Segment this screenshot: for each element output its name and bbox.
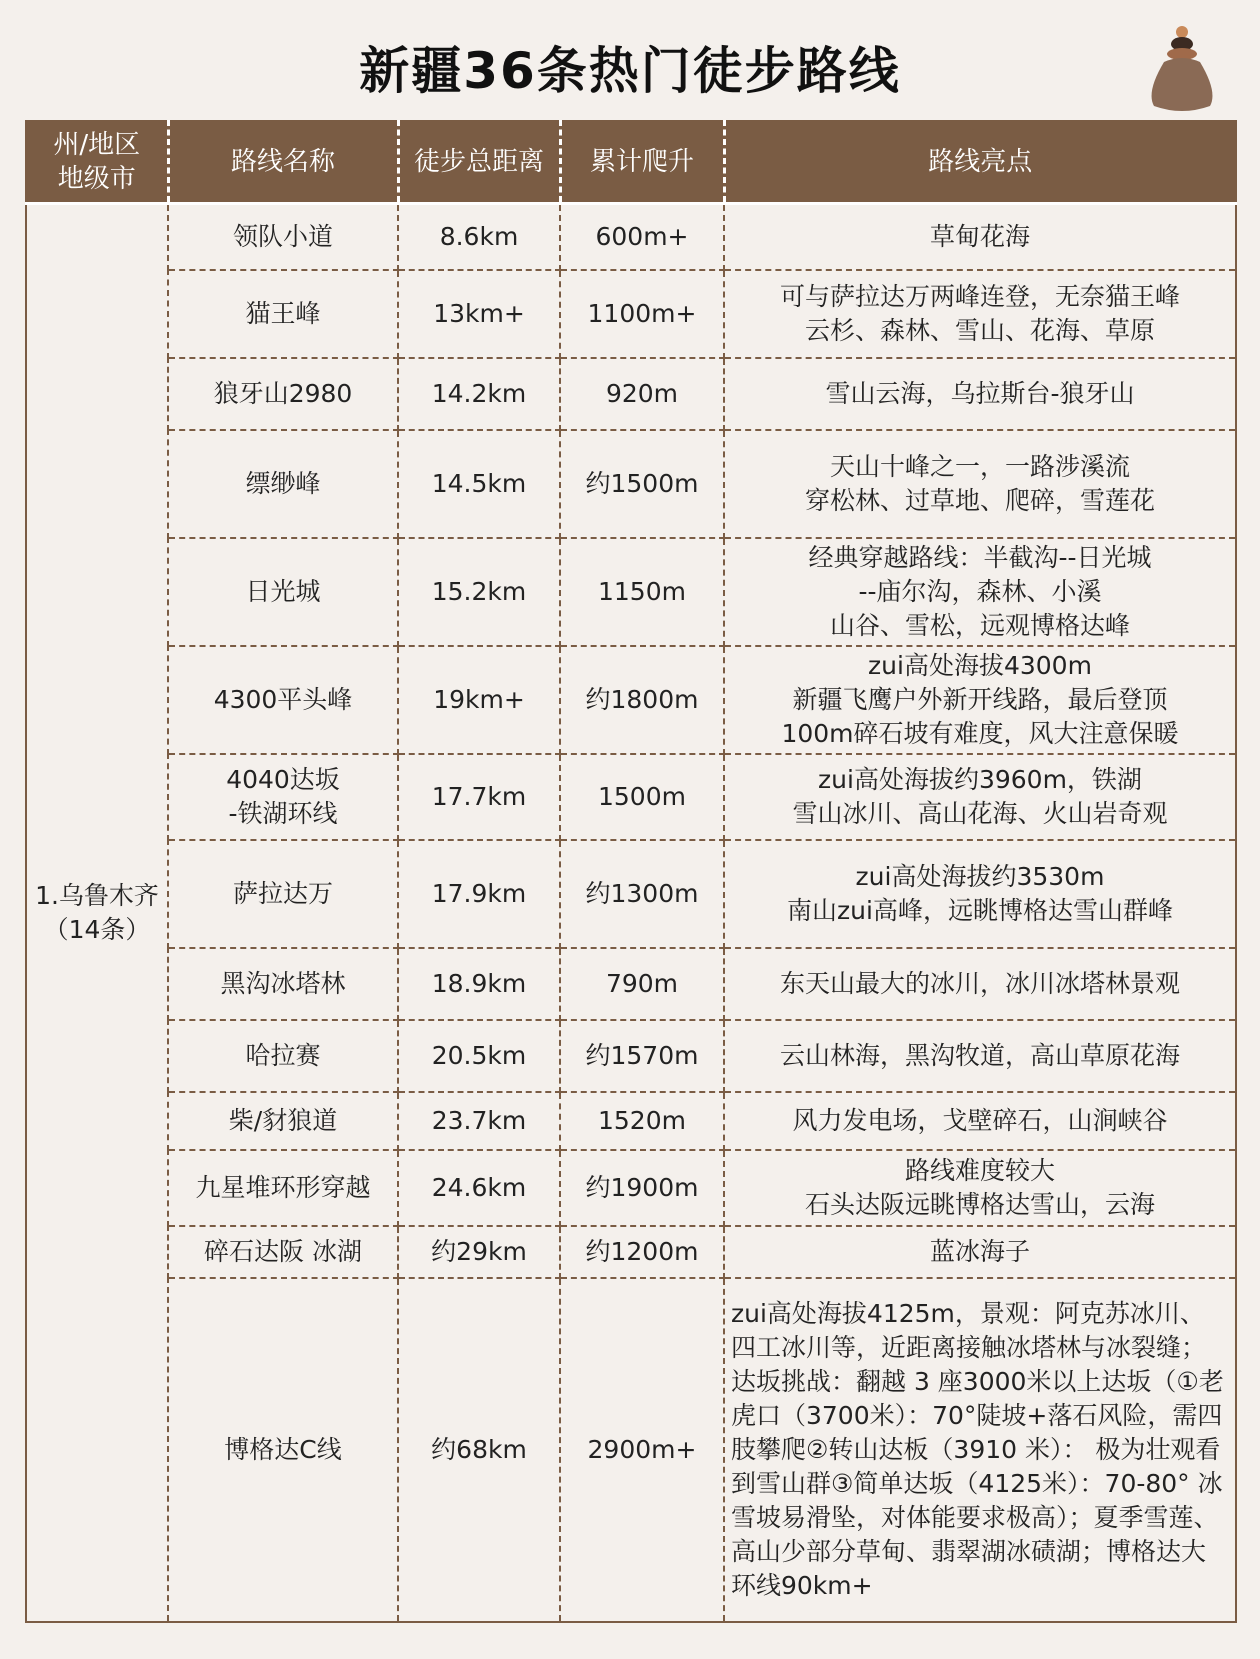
route-name: 柴/豺狼道 xyxy=(168,1092,398,1150)
route-highlight: 风力发电场，戈壁碎石，山涧峡谷 xyxy=(724,1092,1236,1150)
route-highlight: zui高处海拔约3530m 南山zui高峰，远眺博格达雪山群峰 xyxy=(724,840,1236,948)
route-highlight: 可与萨拉达万两峰连登，无奈猫王峰 云杉、森林、雪山、花海、草原 xyxy=(724,270,1236,358)
route-climb: 约1570m xyxy=(560,1020,724,1092)
route-climb: 920m xyxy=(560,358,724,430)
route-name: 九星堆环形穿越 xyxy=(168,1150,398,1226)
route-distance: 约68km xyxy=(398,1278,560,1622)
table-row xyxy=(26,1092,1236,1150)
route-name: 狼牙山2980 xyxy=(168,358,398,430)
route-highlight: 天山十峰之一，一路涉溪流 穿松林、过草地、爬碎，雪莲花 xyxy=(724,430,1236,538)
table-row xyxy=(26,430,1236,538)
route-highlight: zui高处海拔4125m，景观：阿克苏冰川、四工冰川等，近距离接触冰塔林与冰裂缝；达坂挑战：翻越 3 座3000米以上达坂（①老虎口（3700米）：70°陡坡+落石风险，需四肢攀爬②转山达板（3910 米）： 极为壮观看到雪山群③简单达坂（4125米）：70-80° 冰雪坡易滑坠，对体能要求极高）；夏季雪莲、高山少部分草甸、翡翠湖冰碛湖；博格达大环线90km+ xyxy=(724,1278,1236,1622)
table-row xyxy=(26,270,1236,358)
route-highlight: 草甸花海 xyxy=(724,204,1236,270)
route-highlight: 路线难度较大 石头达阪远眺博格达雪山，云海 xyxy=(724,1150,1236,1226)
table-header-row xyxy=(26,121,1236,204)
route-highlight: 蓝冰海子 xyxy=(724,1226,1236,1278)
table-row xyxy=(26,840,1236,948)
page-title: 新疆36条热门徒步路线 xyxy=(359,42,901,100)
route-climb: 约1200m xyxy=(560,1226,724,1278)
table-row xyxy=(26,1020,1236,1092)
route-climb: 1500m xyxy=(560,754,724,840)
route-highlight: zui高处海拔约3960m，铁湖 雪山冰川、高山花海、火山岩奇观 xyxy=(724,754,1236,840)
header-highlight: 路线亮点 xyxy=(724,121,1236,204)
route-name: 哈拉赛 xyxy=(168,1020,398,1092)
stacked-stones-icon xyxy=(1140,22,1224,114)
route-climb: 约1300m xyxy=(560,840,724,948)
table-row xyxy=(26,538,1236,646)
route-climb: 约1900m xyxy=(560,1150,724,1226)
header-region: 州/地区 地级市 xyxy=(26,121,168,204)
route-climb: 1520m xyxy=(560,1092,724,1150)
route-climb: 2900m+ xyxy=(560,1278,724,1622)
route-distance: 15.2km xyxy=(398,538,560,646)
route-name: 萨拉达万 xyxy=(168,840,398,948)
route-distance: 17.9km xyxy=(398,840,560,948)
route-climb: 1150m xyxy=(560,538,724,646)
table-row xyxy=(26,948,1236,1020)
route-distance: 14.5km xyxy=(398,430,560,538)
route-distance: 8.6km xyxy=(398,204,560,270)
route-distance: 19km+ xyxy=(398,646,560,754)
route-distance: 17.7km xyxy=(398,754,560,840)
route-climb: 约1500m xyxy=(560,430,724,538)
route-distance: 14.2km xyxy=(398,358,560,430)
route-name: 猫王峰 xyxy=(168,270,398,358)
route-climb: 790m xyxy=(560,948,724,1020)
table-row xyxy=(26,358,1236,430)
route-name: 领队小道 xyxy=(168,204,398,270)
route-name: 日光城 xyxy=(168,538,398,646)
route-name: 4040达坂 -铁湖环线 xyxy=(168,754,398,840)
route-climb: 1100m+ xyxy=(560,270,724,358)
route-distance: 约29km xyxy=(398,1226,560,1278)
route-highlight: zui高处海拔4300m 新疆飞鹰户外新开线路，最后登顶 100m碎石坡有难度，风大注意保暖 xyxy=(724,646,1236,754)
route-highlight: 经典穿越路线：半截沟--日光城 --庙尔沟，森林、小溪 山谷、雪松，远观博格达峰 xyxy=(724,538,1236,646)
region-cell: 1.乌鲁木齐 （14条） xyxy=(26,204,168,1622)
header-climb: 累计爬升 xyxy=(560,121,724,204)
route-distance: 13km+ xyxy=(398,270,560,358)
route-climb: 约1800m xyxy=(560,646,724,754)
route-distance: 23.7km xyxy=(398,1092,560,1150)
route-highlight: 东天山最大的冰川，冰川冰塔林景观 xyxy=(724,948,1236,1020)
route-name: 4300平头峰 xyxy=(168,646,398,754)
route-name: 缥缈峰 xyxy=(168,430,398,538)
route-distance: 18.9km xyxy=(398,948,560,1020)
header-distance: 徒步总距离 xyxy=(398,121,560,204)
table-row xyxy=(26,1278,1236,1622)
route-distance: 20.5km xyxy=(398,1020,560,1092)
route-highlight: 云山林海，黑沟牧道，高山草原花海 xyxy=(724,1020,1236,1092)
route-highlight: 雪山云海，乌拉斯台-狼牙山 xyxy=(724,358,1236,430)
table-row xyxy=(26,204,1236,270)
header-route-name: 路线名称 xyxy=(168,121,398,204)
table-row xyxy=(26,1150,1236,1226)
route-climb: 600m+ xyxy=(560,204,724,270)
route-name: 博格达C线 xyxy=(168,1278,398,1622)
route-name: 碎石达阪 冰湖 xyxy=(168,1226,398,1278)
table-row xyxy=(26,646,1236,754)
table-row xyxy=(26,754,1236,840)
route-distance: 24.6km xyxy=(398,1150,560,1226)
table-row xyxy=(26,1226,1236,1278)
routes-table xyxy=(25,120,1237,1623)
route-name: 黑沟冰塔林 xyxy=(168,948,398,1020)
